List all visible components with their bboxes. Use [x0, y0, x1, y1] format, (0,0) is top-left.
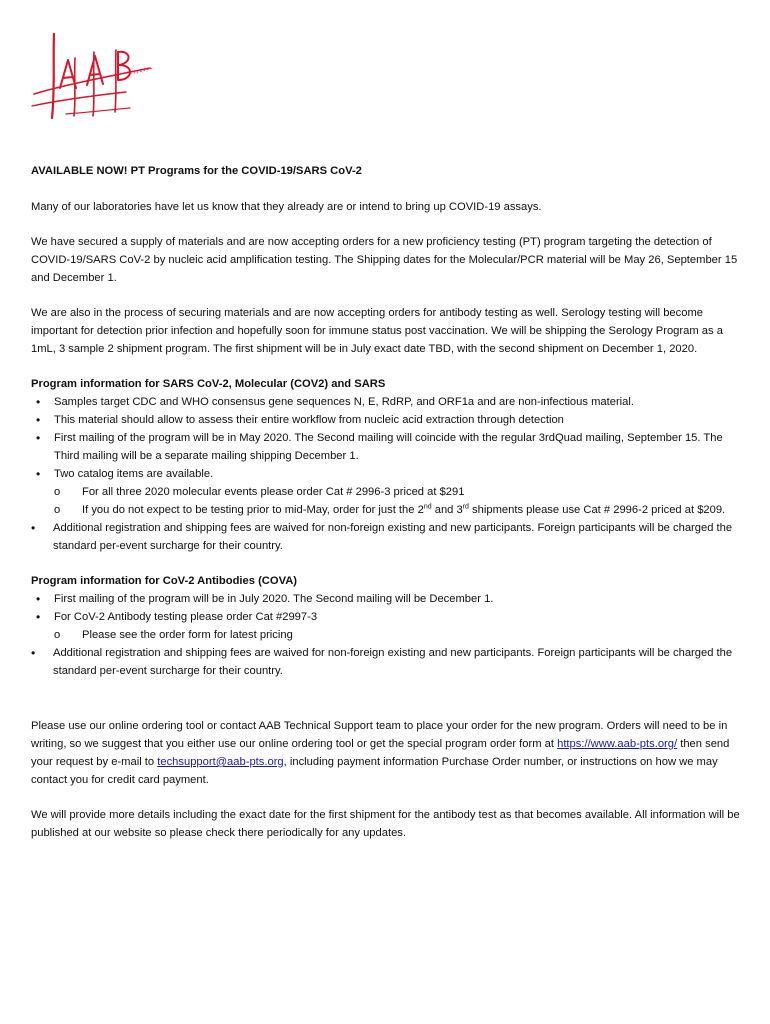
sub-list-item [54, 501, 743, 519]
website-link[interactable]: https://www.aab-pts.org/ [557, 738, 678, 750]
list-item: • First mailing of the program will be in May 2020. The Second mailing will coincide with the regular 3rdQuad mailing, September 15. The Third mailing will be a separate mailing shipping December 1. [31, 429, 743, 465]
list-item [31, 608, 743, 644]
document-body [31, 162, 743, 842]
announcement-title: AVAILABLE NOW! PT Programs for the COVID-19/SARS CoV-2 [31, 165, 362, 177]
support-email-link[interactable]: techsupport@aab-pts.org [157, 756, 284, 768]
list-item: • Additional registration and shipping fees are waived for non-foreign existing and new participants. Foreign participants will be charged the standard per-event surcharge for their country. [31, 519, 743, 555]
list-item: • This material should allow to assess their entire workflow from nucleic acid extraction through detection [31, 411, 743, 429]
antibody-bullet-list [31, 590, 743, 680]
sub-list-item: o For all three 2020 molecular events please order Cat # 2996-3 priced at $291 [54, 483, 743, 501]
antibody-program-heading: Program information for CoV-2 Antibodies (COVA) [31, 575, 298, 587]
catalog-items-text: Two catalog items are available. [54, 468, 214, 480]
closing-paragraph: We will provide more details including the exact date for the first shipment for the antibody test as that becomes available. All information will be published at our website so please check there periodically for any updates. [31, 809, 740, 839]
sub-item-text: If you do not expect to be testing prior to mid-May, order for just the 2 [82, 504, 424, 516]
ordering-paragraph [31, 717, 743, 789]
list-item: • Samples target CDC and WHO consensus gene sequences N, E, RdRP, and ORF1a and are non-infectious material. [31, 393, 743, 411]
intro-paragraph: Many of our laboratories have let us know that they already are or intend to bring up COVID-19 assays. [31, 201, 542, 213]
ordering-text: , including payment information Purchase Order number, or instructions on how we may contact you for credit card payment. [31, 756, 718, 786]
sub-item-text: and 3 [431, 504, 463, 516]
serology-paragraph: We are also in the process of securing materials and are now accepting orders for antibody testing as well. Serology testing will become important for detection prior infection and hopefully soon for immune status post vaccination. We will be shipping the Serology Program as a 1mL, 3 sample 2 shipment program. The first shipment will be in July exact date TBD, with the second shipment on December 1, 2020. [31, 307, 723, 355]
aab-logo-graphic [30, 30, 155, 120]
ordering-text: then send your request by e-mail to [31, 738, 730, 768]
sub-item-text: shipments please use Cat # 2996-2 priced at $209. [468, 504, 726, 516]
molecular-program-heading: Program information for SARS CoV-2, Molecular (COV2) and SARS [31, 378, 386, 390]
list-item [31, 465, 743, 519]
pcr-program-paragraph: We have secured a supply of materials and are now accepting orders for a new proficiency testing (PT) program targeting the detection of COVID-19/SARS CoV-2 by nucleic acid amplification testing. The Shipping dates for the Molecular/PCR material will be May 26, September 15 and December 1. [31, 236, 738, 284]
ordinal-suffix: nd [423, 503, 432, 511]
antibody-sub-list [54, 626, 743, 644]
aab-logo [30, 30, 155, 120]
antibody-catalog-text: For CoV-2 Antibody testing please order Cat #2997-3 [54, 611, 318, 623]
list-item: • Additional registration and shipping fees are waived for non-foreign existing and new participants. Foreign participants will be charged the standard per-event surcharge for their country. [31, 644, 743, 680]
ordinal-suffix: rd [462, 503, 469, 511]
molecular-bullet-list [31, 393, 743, 555]
ordering-text: Please use our online ordering tool or contact AAB Technical Support team to place your order for the new program. Orders will need to be in writing, so we suggest that you either use our online ordering tool or get the special program order form at [31, 720, 728, 750]
sub-list-item: o Please see the order form for latest pricing [54, 626, 743, 644]
list-item: • First mailing of the program will be in July 2020. The Second mailing will be December 1. [31, 590, 743, 608]
catalog-sub-list [54, 483, 743, 519]
